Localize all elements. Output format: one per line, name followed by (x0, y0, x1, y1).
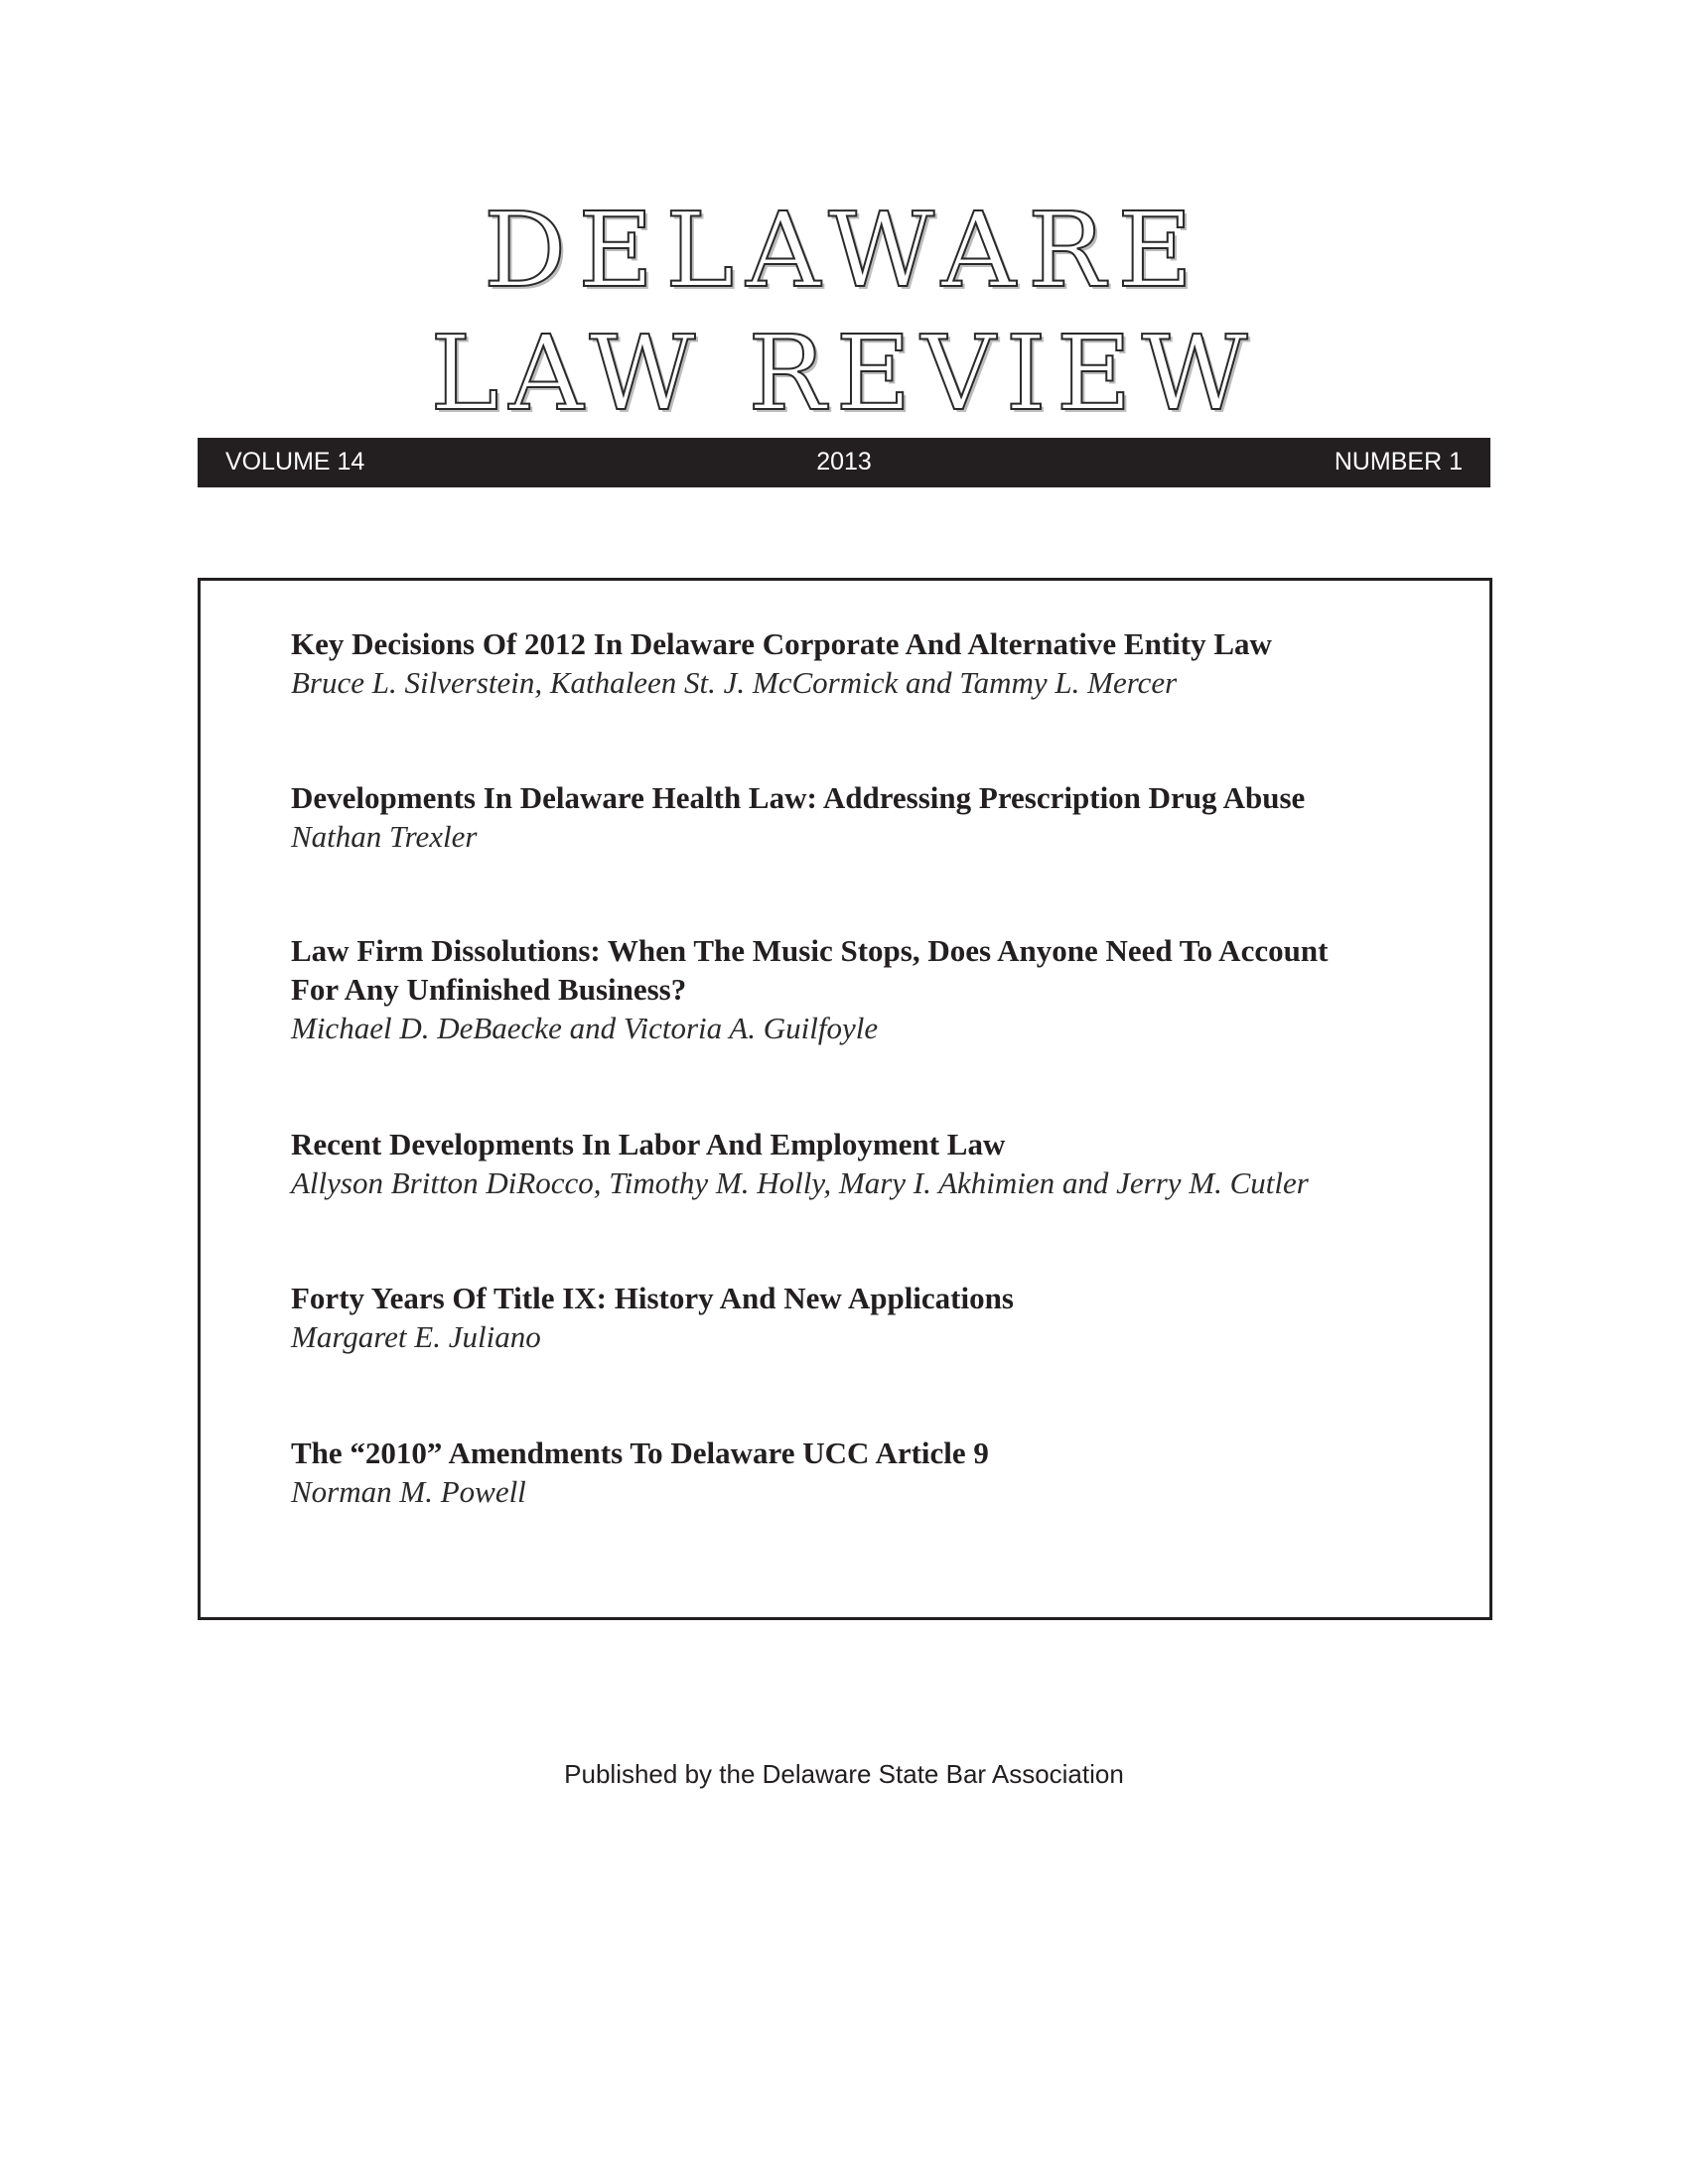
article-entry (291, 778, 1433, 856)
volume-label: VOLUME 14 (225, 448, 365, 476)
article-authors: Norman M. Powell (291, 1474, 526, 1509)
article-authors: Allyson Britton DiRocco, Timothy M. Holly, Mary I. Akhimien and Jerry M. Cutler (291, 1165, 1309, 1200)
article-entry (291, 931, 1433, 1047)
publisher-line: Published by the Delaware State Bar Association (564, 1759, 1124, 1789)
article-entry (291, 1125, 1433, 1202)
article-title: Recent Developments In Labor And Employment Law (291, 1127, 1006, 1161)
issue-band (198, 438, 1490, 487)
masthead-line-law-review: LAW REVIEW (430, 313, 1258, 434)
article-authors: Margaret E. Juliano (291, 1319, 541, 1354)
article-title: Developments In Delaware Health Law: Addressing Prescription Drug Abuse (291, 780, 1306, 815)
article-entry (291, 1279, 1433, 1356)
article-title: The “2010” Amendments To Delaware UCC Article 9 (291, 1435, 989, 1470)
article-title: Key Decisions Of 2012 In Delaware Corporate And Alternative Entity Law (291, 626, 1272, 661)
year-label: 2013 (816, 448, 872, 476)
journal-masthead (0, 189, 1688, 435)
article-authors: Nathan Trexler (291, 819, 478, 854)
article-authors: Bruce L. Silverstein, Kathaleen St. J. McCormick and Tammy L. Mercer (291, 665, 1178, 700)
masthead-line-delaware: DELAWARE (483, 190, 1205, 311)
article-entry (291, 1433, 1433, 1511)
number-label: NUMBER 1 (1334, 448, 1463, 476)
article-title-line-2: For Any Unfinished Business? (291, 972, 687, 1007)
article-entry (291, 624, 1433, 702)
table-of-contents-box (198, 578, 1492, 1620)
article-authors: Michael D. DeBaecke and Victoria A. Guilfoyle (291, 1011, 879, 1045)
article-title: Forty Years Of Title IX: History And New Applications (291, 1281, 1014, 1315)
article-title-line-1: Law Firm Dissolutions: When The Music Stops, Does Anyone Need To Account (291, 933, 1329, 968)
